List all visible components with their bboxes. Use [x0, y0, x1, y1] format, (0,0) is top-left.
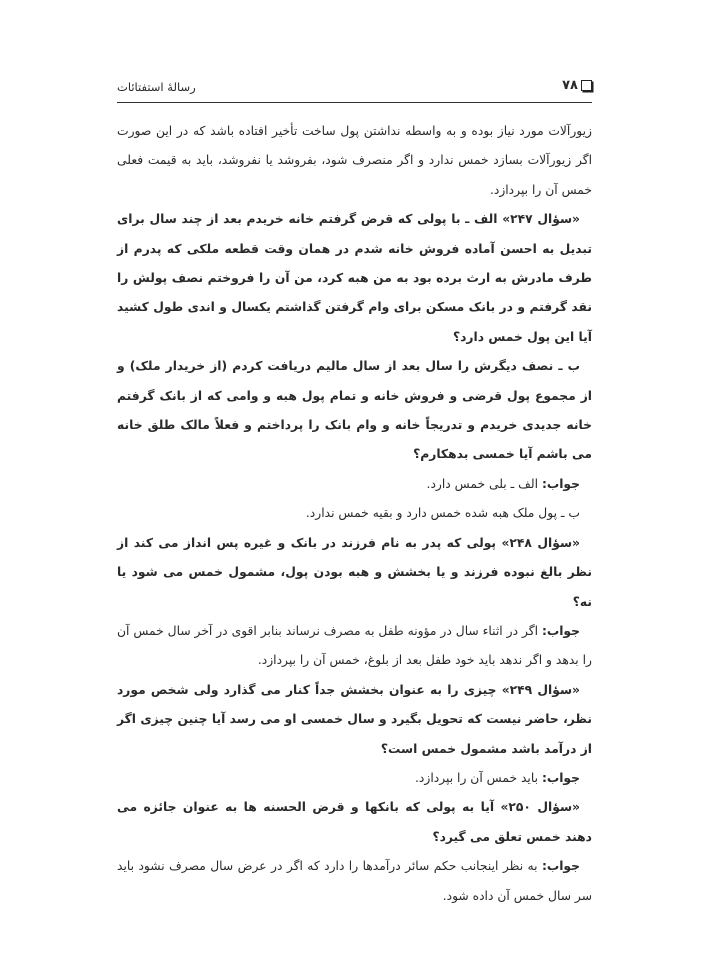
page-number: ۷۸: [562, 78, 578, 93]
question-249: «سؤال ۲۴۹» چیزی را به عنوان بخشش جداً کنار می گذارد ولی شخص مورد نظر، حاضر نیست که تحویل بگیرد و سال خمسی او می رسد آیا چنین چیزی اگر از درآمد باشد مشمول خمس است؟: [117, 682, 592, 756]
answer-250-text: به نظر اینجانب حکم سائر درآمدها را دارد که اگر در عرض سال مصرف نشود باید سر سال خمس آن داده شود.: [117, 859, 592, 903]
answer-249-text: باید خمس آن را بپردازد.: [415, 770, 539, 785]
answer-248: [117, 617, 592, 676]
answer-247-b: ب ـ پول ملک هبه شده خمس دارد و بقیه خمس ندارد.: [305, 506, 580, 521]
running-title: رسالۀ استفتائات: [117, 80, 196, 94]
answer-247-a: الف ـ بلی خمس دارد.: [426, 476, 539, 491]
question-250: «سؤال ۲۵۰» آیا به پولی که بانکها و قرض الحسنه ها به عنوان جائزه می دهند خمس تعلق می گیرد؟: [117, 800, 592, 844]
answer-248-text: اگر در اثناء سال در مؤونه طفل به مصرف نرساند بنابر اقوی در آخر سال خمس آن را بدهد و اگر ندهد باید خود طفل بعد از بلوغ، خمس آن را بپردازد.: [116, 623, 592, 668]
answer-247: [117, 470, 592, 499]
answer-label: جواب:: [541, 476, 580, 491]
page-body: [117, 117, 592, 911]
answer-label: جواب:: [541, 623, 580, 638]
question-247-part-b: ب ـ نصف دیگرش را سال بعد از سال مالیم دریافت کردم (از خریدار ملک) و از مجموع پول قرضی و فروش خانه و تمام پول هبه و وامی که از بانک گرفتم خانه جدیدی خریدم و تدریجاً خانه و وام بانک را پرداختم و فعلاً مالک طلق خانه می باشم آیا خمسی بدهکارم؟: [117, 359, 592, 462]
answer-250: [117, 852, 592, 911]
answer-label: جواب:: [541, 770, 580, 785]
page-header: [117, 72, 592, 103]
question-247-part-a: «سؤال ۲۴۷» الف ـ با پولی که قرض گرفتم خانه خریدم بعد از چند سال برای تبدیل به احسن آماده فروش خانه شدم در همان وقت قطعه ملکی که پدرم از طرف مادرش به ارث برده بود به من هبه کرد، من آن را فروختم نصف پولش را نقد گرفتم و در بانک مسکن برای وام گرفتن گذاشتم یکسال و اندی طول کشید آیا این پول خمس دارد؟: [117, 212, 592, 344]
question-248: «سؤال ۲۴۸» پولی که پدر به نام فرزند در بانک و غیره پس انداز می کند از نظر بالغ نبوده فرزند و یا بخشش و هبه بودن پول، مشمول خمس می شود یا نه؟: [117, 535, 592, 609]
answer-249: [117, 764, 592, 793]
page-number-block: [562, 78, 592, 93]
answer-label: جواب:: [541, 859, 580, 874]
paragraph-continuation: زیورآلات مورد نیاز بوده و به واسطه نداشتن پول ساخت تأخیر افتاده باشد که در این صورت اگر زیورآلات بسازد خمس ندارد و اگر منصرف شود، بفروشد یا نفروشد، باید به قیمت فعلی خمس آن را بپردازد.: [117, 124, 592, 197]
square-bullet-icon: [581, 80, 592, 91]
